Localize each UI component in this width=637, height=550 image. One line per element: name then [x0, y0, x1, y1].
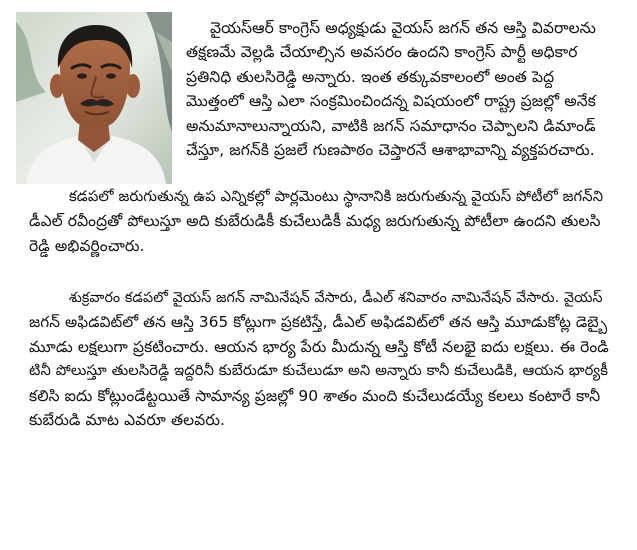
intro-line: తక్షణమే వెల్లడి చేయాల్సిన అవసరం ఉందని కాంగ్రెస్ పార్టీ అధికార [186, 43, 578, 62]
intro-line: అనుమానాలున్నాయని, వాటికి జగన్ సమాధానం చెప్పాలని డిమాండ్ [186, 116, 596, 135]
paragraph-line: రెడ్డి అభివర్ణించారు. [29, 236, 145, 255]
paragraph-line: జగన్ అఫిడవిట్‌లో తన ఆస్తి 365 కోట్లుగా ప్రకటిస్తే, డీఎల్ అఫిడవిట్‌లో తన ఆస్తి మూడుకోట్ల డెబ్బై [29, 313, 608, 332]
paragraph-line: కడపలో జరుగుతున్న ఉప ఎన్నికల్లో పార్లమెంటు స్థానానికి జరుగుతున్న వైయస్ పోటీలో జగన్‌ని [69, 188, 604, 205]
paragraph-line: మూడు లక్షలుగా ప్రకటించారు. ఆయన భార్య పేరు మీదున్న ఆస్తి కోటీ నలభై ఐదు లక్షలు. ఈ రెండి [29, 337, 609, 356]
paragraph-line: టినీ పోలుస్తూ తులసిరెడ్డి ఇద్దరినీ కుబేరుడూ కుచేలుడూ అని అన్నారు కానీ కుచేలుడికి, ఆయన భార్యకీ [29, 362, 609, 380]
paragraph-kadapa-contest [29, 185, 611, 258]
intro-line: వైయస్ఆర్ కాంగ్రెస్ అధ్యక్షుడు వైయస్ జగన్ తన ఆస్తి వివరాలను [210, 19, 597, 37]
paragraph-affidavit-assets [29, 286, 611, 432]
portrait-photo [16, 12, 172, 184]
intro-line: చేస్తూ, జగన్‌కి ప్రజలే గుణపాఠం చెప్తారనే ఆశాభావాన్ని వ్యక్తపరచారు. [186, 140, 595, 159]
paragraph-line: శుక్రవారం కడపలో వైయస్ జగన్ నామినేషన్ వేసారు, డీఎల్ శనివారం నామినేషన్ వేసారు. వైయస్ [69, 290, 603, 306]
intro-line: ప్రతినిధి తులసిరెడ్డి అన్నారు. ఇంత తక్కువకాలంలో అంత పెద్ద [186, 67, 555, 86]
paragraph-line: కలిసి ఐదు కోట్లుండేట్టయితే సామాన్య ప్రజల్లో 90 శాతం మంది కుచేలుడయ్యే కలలు కంటారే కానీ [29, 386, 601, 405]
intro-line: మొత్తంలో ఆస్తి ఎలా సంక్రమించిందన్న విషయంలో రాష్ట్ర ప్రజల్లో అనేక [186, 92, 596, 111]
paragraph-line: కుబేరుడి మాట ఎవరూ తలవరు. [29, 410, 226, 429]
intro-paragraph [186, 16, 610, 162]
paragraph-line: డీఎల్ రవీంద్రతో పోలుస్తూ అది కుబేరుడికీ కుచేలుడికీ మధ్య జరుగుతున్న పోటీలా ఉందని తులసి [29, 212, 601, 231]
